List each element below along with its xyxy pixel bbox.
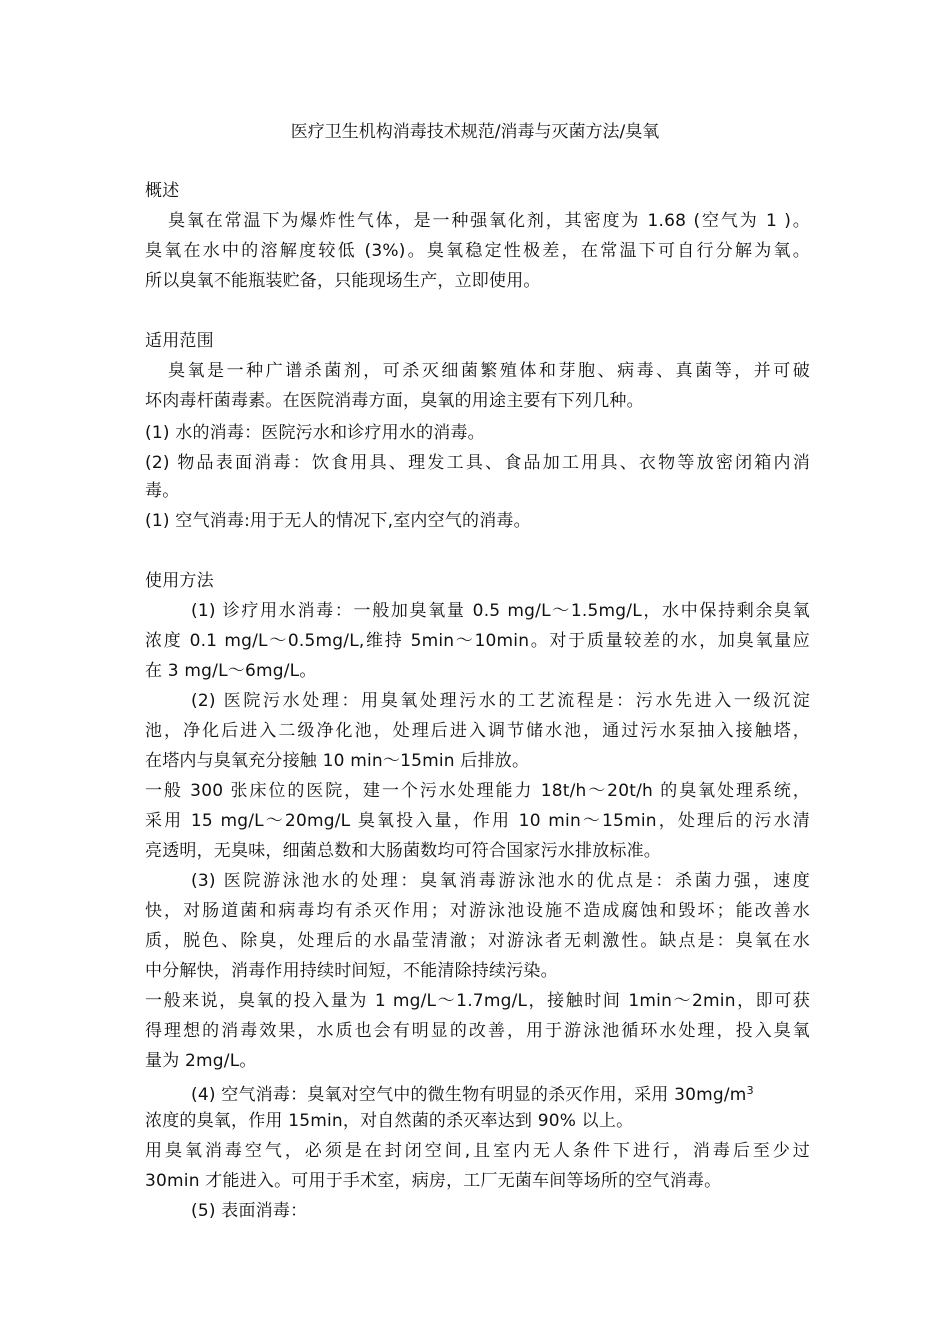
paragraph-line: 中分解快，消毒作用持续时间短，不能清除持续污染。 [145,961,558,981]
paragraph-line: 得理想的消毒效果，水质也会有明显的改善，用于游泳池循环水处理，投入臭氧 [145,1021,810,1041]
paragraph-line: 臭氧在常温下为爆炸性气体，是一种强氧化剂，其密度为 1.68 (空气为 1 )。 [168,211,810,231]
paragraph-line: 浓度的臭氧，作用 15min，对自然菌的杀灭率达到 90% 以上。 [145,1111,634,1131]
paragraph-line: 臭氧是一种广谱杀菌剂，可杀灭细菌繁殖体和芽胞、病毒、真菌等，并可破 [168,361,810,381]
paragraph-line: 快，对肠道菌和病毒均有杀灭作用；对游泳池设施不造成腐蚀和毁坏；能改善水 [145,901,810,921]
paragraph-line: 在塔内与臭氧充分接触 10 min～15min 后排放。 [145,751,530,771]
list-item: (2) 物品表面消毒：饮食用具、理发工具、食品加工用具、衣物等放密闭箱内消 [145,453,810,473]
paragraph-line: 一般来说，臭氧的投入量为 1 mg/L～1.7mg/L，接触时间 1min～2min，即可获 [145,991,810,1011]
paragraph-line: (2) 医院污水处理：用臭氧处理污水的工艺流程是：污水先进入一级沉淀 [191,691,810,711]
paragraph-line: 毒。 [145,481,180,501]
paragraph-line: 质，脱色、除臭，处理后的水晶莹清澈；对游泳者无刺激性。缺点是：臭氧在水 [145,931,810,951]
paragraph-line: 采用 15 mg/L～20mg/L 臭氧投入量，作用 10 min～15min，处理后的污水清 [145,811,810,831]
list-item: (1) 空气消毒:用于无人的情况下,室内空气的消毒。 [145,511,531,531]
paragraph-line: 在 3 mg/L～6mg/L。 [145,661,317,681]
paragraph-line: 臭氧在水中的溶解度较低 (3%)。臭氧稳定性极差，在常温下可自行分解为氧。 [145,241,810,261]
paragraph-line: (5) 表面消毒： [191,1201,308,1221]
paragraph-line: (3) 医院游泳池水的处理：臭氧消毒游泳池水的优点是：杀菌力强，速度 [191,871,810,891]
paragraph-line: (1) 诊疗用水消毒：一般加臭氧量 0.5 mg/L～1.5mg/L，水中保持剩余臭氧 [191,601,810,621]
paragraph-line: 用臭氧消毒空气，必须是在封闭空间,且室内无人条件下进行，消毒后至少过 [145,1141,810,1161]
list-item: (1) 水的消毒：医院污水和诊疗用水的消毒。 [145,423,485,443]
paragraph-line: 亮透明，无臭味，细菌总数和大肠菌数均可符合国家污水排放标准。 [145,841,661,861]
paragraph-line-with-superscript [191,1076,810,1110]
section-heading-scope: 适用范围 [145,331,214,351]
paragraph-line: 浓度 0.1 mg/L～0.5mg/L,维持 5min～10min。对于质量较差的水，加臭氧量应 [145,631,810,651]
section-heading-overview: 概述 [145,181,180,201]
superscript: 3 [746,1084,754,1097]
paragraph-line: 30min 才能进入。可用于手术室，病房，工厂无菌车间等场所的空气消毒。 [145,1171,722,1191]
paragraph-line: 一般 300 张床位的医院，建一个污水处理能力 18t/h～20t/h 的臭氧处理系统， [145,781,810,801]
paragraph-line: 所以臭氧不能瓶装贮备，只能现场生产，立即使用。 [145,271,541,291]
paragraph-text: (4) 空气消毒：臭氧对空气中的微生物有明显的杀灭作用，采用 30mg/m [191,1085,747,1105]
paragraph-line: 量为 2mg/L。 [145,1051,257,1071]
section-heading-usage: 使用方法 [145,571,214,591]
paragraph-line: 坏肉毒杆菌毒素。在医院消毒方面，臭氧的用途主要有下列几种。 [145,391,644,411]
page-title: 医疗卫生机构消毒技术规范/消毒与灭菌方法/臭氧 [290,122,660,142]
paragraph-line: 池，净化后进入二级净化池，处理后进入调节储水池，通过污水泵抽入接触塔， [145,721,810,741]
